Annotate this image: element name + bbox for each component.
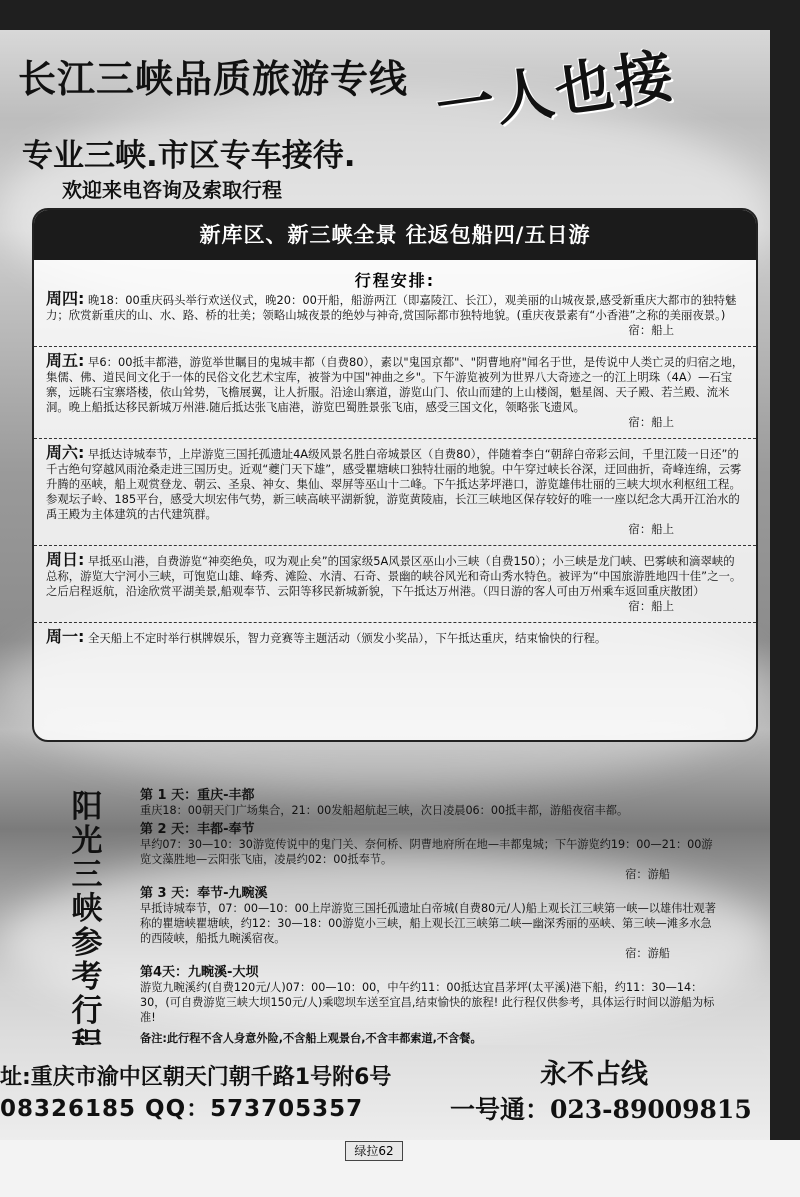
day-label: 周日: xyxy=(46,550,85,569)
ref-day-heading: 第 2 天：丰都-奉节 xyxy=(140,822,255,837)
tagline: 欢迎来电咨询及索取行程 xyxy=(62,178,282,202)
ref-day-heading: 第4天：九畹溪-大坝 xyxy=(140,965,259,980)
day-label: 周五: xyxy=(46,351,85,370)
ref-day-text: 早约07：30—10：30游览传说中的鬼门关、奈何桥、阴曹地府所在地—丰都鬼城；下午游览约19：00—21：00游览文藻胜地—云阳张飞庙，凌晨约02：00抵奉节。 xyxy=(140,838,713,866)
page-number: 绿拉62 xyxy=(345,1141,403,1161)
day-block xyxy=(34,353,756,430)
subline: 专业三峡.市区专车接待. xyxy=(22,138,356,174)
ref-day-stay: 宿：游船 xyxy=(625,868,670,881)
day-stay: 宿：船上 xyxy=(628,522,674,536)
day-stay: 宿：船上 xyxy=(628,415,674,429)
day-block xyxy=(34,445,756,537)
ref-day-stay: 宿：游船 xyxy=(625,947,670,960)
day-stay: 宿：船上 xyxy=(628,599,674,613)
day-stay: 宿：船上 xyxy=(628,323,674,337)
ref-day-text: 重庆18：00朝天门广场集合，21：00发船超航起三峡，次日凌晨06：00抵丰都，游船夜宿丰都。 xyxy=(140,804,629,817)
day-label: 周六: xyxy=(46,443,85,462)
ref-day-heading: 第 3 天：奉节-九畹溪 xyxy=(140,886,268,901)
reference-itinerary xyxy=(140,784,720,1046)
schedule-title: 行程安排: xyxy=(354,271,436,290)
ref-day-text: 游览九畹溪约(自费120元/人)07：00—10：00，中午约11：00抵达宜昌茅坪(太平溪)港下船，约11：30—14：30，(可自费游览三峡大坝150元/人)乘唿坝车送至宜昌,结束愉快的旅程! 此行程仅供参考，具体运行时间以游船为标准! xyxy=(140,981,715,1024)
day-label: 周一: xyxy=(46,627,85,646)
divider xyxy=(34,438,756,439)
ref-day-heading: 第 1 天：重庆-丰都 xyxy=(140,788,255,803)
day-block xyxy=(34,291,756,338)
phone-qq: 08326185 QQ：573705357 xyxy=(0,1096,364,1122)
day-text: 早抵达诗城奉节，上岸游览三国托孤遗址4A级风景名胜白帝城景区（自费80），伴随着李白“朝辞白帝彩云间，千里江陵一日还”的千古绝句穿越风雨沧桑走进三国历史。近观“夔门天下雄”，感受瞿塘峡口独特壮丽的地貌。中午穿过峡长谷深，迂回曲折，奇峰连绵，云雾升腾的巫峡，船上观赏登龙、朝云、圣泉、神女、集仙、翠屏等巫山十二峰。下午抵达茅坪港口，游览雄伟壮丽的三峡大坝水利枢纽工程。参观坛子岭、185平台，感受大坝宏伟气势，新三峡高峡平湖新貌，游览黄陵庙，长江三峡地区保存较好的唯一一座以纪念大禹开江治水的禹王殿为主体建筑的古代建筑群。 xyxy=(46,447,742,521)
day-text: 早6：00抵丰都港，游览举世瞩目的鬼城丰都（自费80），素以"鬼国京都"、"阴曹地府"闻名于世，是传说中人类亡灵的归宿之地，集儒、佛、道民间文化于一体的民俗文化艺术宝库，被誉为中国"神曲之乡"。下午游览被列为世界八大奇迹之一的江上明珠（4A）—石宝寨，远眺石宝寨塔楼，依山耸势，飞檐展翼，让人折服。沿途山寨道，游览山门、依山而建的上山楼阁，魁星阁、天子殿、若兰殿、流米洞。晚上船抵达移民新城万州港.随后抵达张飞庙港，游览巴蜀胜景张飞庙，感受三国文化，领略张飞遗风。 xyxy=(46,355,744,414)
day-block xyxy=(34,552,756,614)
address: 址:重庆市渝中区朝天门朝千路1号附6号 xyxy=(0,1065,392,1090)
never-busy-label: 永不占线 xyxy=(540,1059,648,1090)
divider xyxy=(34,545,756,546)
headline: 长江三峡品质旅游专线 xyxy=(18,57,409,101)
day-block xyxy=(34,629,756,646)
day-label: 周四: xyxy=(46,289,85,308)
day-text: 全天船上不定时举行棋牌娱乐，智力竞赛等主题活动（颁发小奖品），下午抵达重庆，结束愉快的行程。 xyxy=(88,631,607,645)
hotline: 一号通：023-89009815 xyxy=(450,1095,752,1124)
reference-side-title: 阳光三峡参考行 xyxy=(71,789,103,1029)
itinerary-box xyxy=(32,208,758,742)
box-title: 新库区、新三峡全景 往返包船四/五日游 xyxy=(34,210,756,260)
divider xyxy=(34,622,756,623)
day-text: 早抵巫山港，自费游览“神奕绝奂，叹为观止矣”的国家级5A风景区巫山小三峡（自费150）；小三峡是龙门峡、巴雾峡和滴翠峡的总称，游览大宁河小三峡，可饱览山雄、峰秀、滩险、水清、石奇、景幽的峡谷风光和奇山秀水特色。被评为“中国旅游胜地四十佳”之一。之后启程返航，沿途欣赏平湖美景,船观奉节、云阳等移民新城新貌，下午抵达万州港。（四日游的客人可由万州乘车返回重庆散团） xyxy=(46,554,742,598)
slogan: 一人也接 xyxy=(431,41,679,143)
ref-note: 备注:此行程不含人身意外险,不含船上观景台,不含丰都索道,不含餐。 xyxy=(140,1032,482,1045)
divider xyxy=(34,346,756,347)
day-text: 晚18：00重庆码头举行欢送仪式，晚20：00开船，船游两江（即嘉陵江、长江），观美丽的山城夜景,感受新重庆大都市的独特魅力；欣赏新重庆的山、水、路、桥的壮美；领略山城夜景的绝妙与神奇,赏国际都市独特地貌。(重庆夜景素有“小香港”之称的美丽夜景。) xyxy=(46,293,737,322)
ref-day-text: 早抵诗城奉节，07：00—10：00上岸游览三国托孤遗址白帝城(自费80元/人)船上观长江三峡第一峡—以雄伟壮观著称的瞿塘峡瞿塘峡，约12：30—18：00游览小三峡，船上观长江三峡第二峡—幽深秀丽的巫峡、第三峡—滩多水急的西陵峡，船抵九畹溪宿夜。 xyxy=(140,902,716,945)
